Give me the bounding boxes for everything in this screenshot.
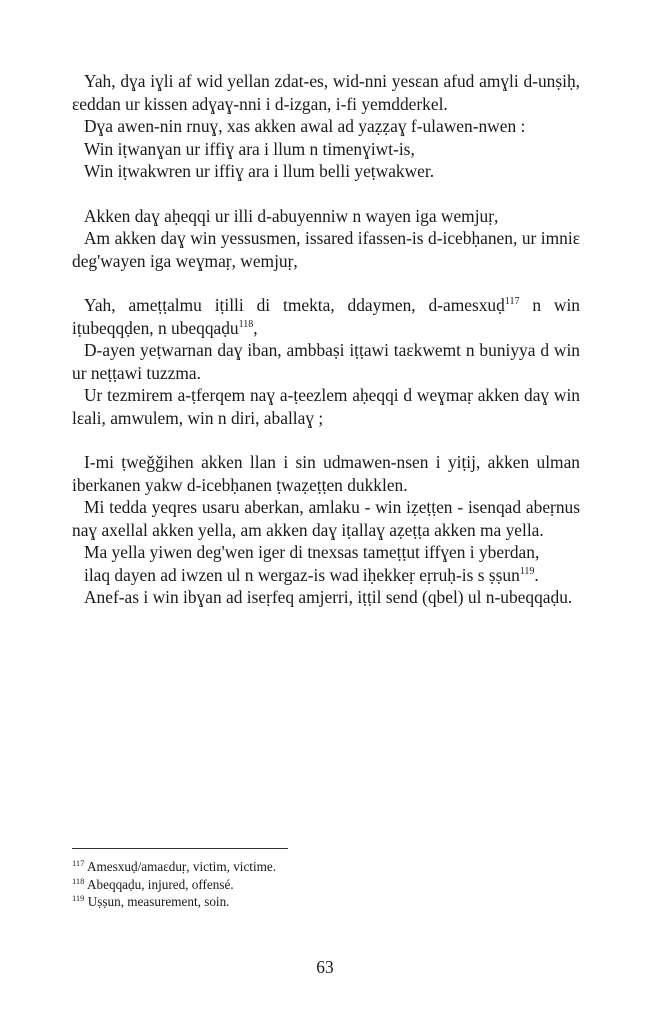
paragraph: Dɣa awen-nin rnuɣ, xas akken awal ad yaẓẓaɣ f-ulawen-nwen : (84, 116, 526, 136)
paragraph: Anef-as i win ibɣan ad iseṛfeq amjerri, iṭṭil send (qbel) ul n-ubeqqaḍu. (84, 587, 573, 607)
paragraph-text: Yah, ameṭṭalmu iṭilli di tmekta, ddaymen, d-amesxuḍ (84, 295, 505, 315)
footnote-divider (72, 848, 288, 849)
verse-line: Win iṭwakwren ur iffiɣ ara i llum belli yeṭwakwer. (84, 161, 435, 181)
footnote (72, 858, 580, 876)
verse-line: Win iṭwanɣan ur iffiɣ ara i llum n timenɣiwt-is, (84, 138, 415, 159)
footnote-number: 119 (72, 893, 85, 903)
footnote-ref[interactable]: 118 (238, 318, 254, 330)
footnote-text: Abeqqaḍu, injured, offensé. (87, 876, 234, 892)
footnote-number: 118 (72, 875, 85, 886)
page-number: 63 (316, 957, 334, 977)
footnote-ref[interactable]: 117 (504, 296, 520, 307)
paragraph: Am akken daɣ win yessusmen, issared ifassen-is d-icebḥanen, ur imniɛ deg'wayen iga weɣmaṛ, wemjuṛ, (72, 228, 580, 271)
paragraph: Mi tedda yeqres usaru aberkan, amlaku - win iẓeṭṭen - isenqad abeṛnus naɣ axellal akken yella, am akken daɣ iṭallaɣ aẓeṭṭa akken ma yella. (72, 497, 580, 540)
paragraph-text: , (253, 317, 258, 338)
paragraph: Akken daɣ aḥeqqi ur illi d-abuyenniw n wayen iga wemjuṛ, (84, 205, 499, 226)
footnote (72, 893, 580, 911)
paragraph-text: . (534, 564, 539, 585)
footnote-number: 117 (72, 858, 85, 868)
paragraph-text: n win iṭubeqqḍen, n ubeqqaḍu (72, 295, 581, 338)
footnote (72, 876, 580, 894)
paragraph-text: ilaq dayen ad iwzen ul n wergaz-is wad iḥekkeṛ eṛruḥ-is s ṣṣun (84, 564, 520, 585)
paragraph: Yah, dɣa iɣli af wid yellan zdat-es, wid-nni yesɛan afud amɣli d-unṣiḥ, ɛeddan ur kissen adɣaɣ-nni i d-izgan, i-fi yemdderkel. (72, 71, 580, 114)
paragraph (72, 564, 580, 587)
paragraph: Ur tezmirem a-ṭferqem naɣ a-ṭeezlem aḥeqqi d weɣmaṛ akken daɣ win lɛali, amwulem, win n diri, aballaɣ ; (72, 385, 580, 428)
footnote-text: Uṣṣun, measurement, soin. (87, 894, 230, 909)
paragraph (72, 294, 580, 339)
paragraph: I-mi ṭweǧǧihen akken llan i sin udmawen-nsen i yiṭij, akken ulman iberkanen yakw d-icebḥanen ṭwaẓeṭṭen dukklen. (72, 452, 580, 495)
paragraph: Ma yella yiwen deg'wen iger di tnexsas tameṭṭut iffɣen i yberdan, (84, 542, 540, 562)
body-text (72, 70, 580, 609)
paragraph: D-ayen yeṭwarnan daɣ iban, ambbaṣi iṭṭawi taɛkwemt n buniyya d win ur neṭṭawi tuzzma. (72, 340, 580, 383)
footnote-text: Amesxuḍ/amaɛduṛ, victim, victime. (87, 859, 277, 874)
footnote-ref[interactable]: 119 (519, 565, 535, 577)
footnotes (72, 858, 580, 911)
